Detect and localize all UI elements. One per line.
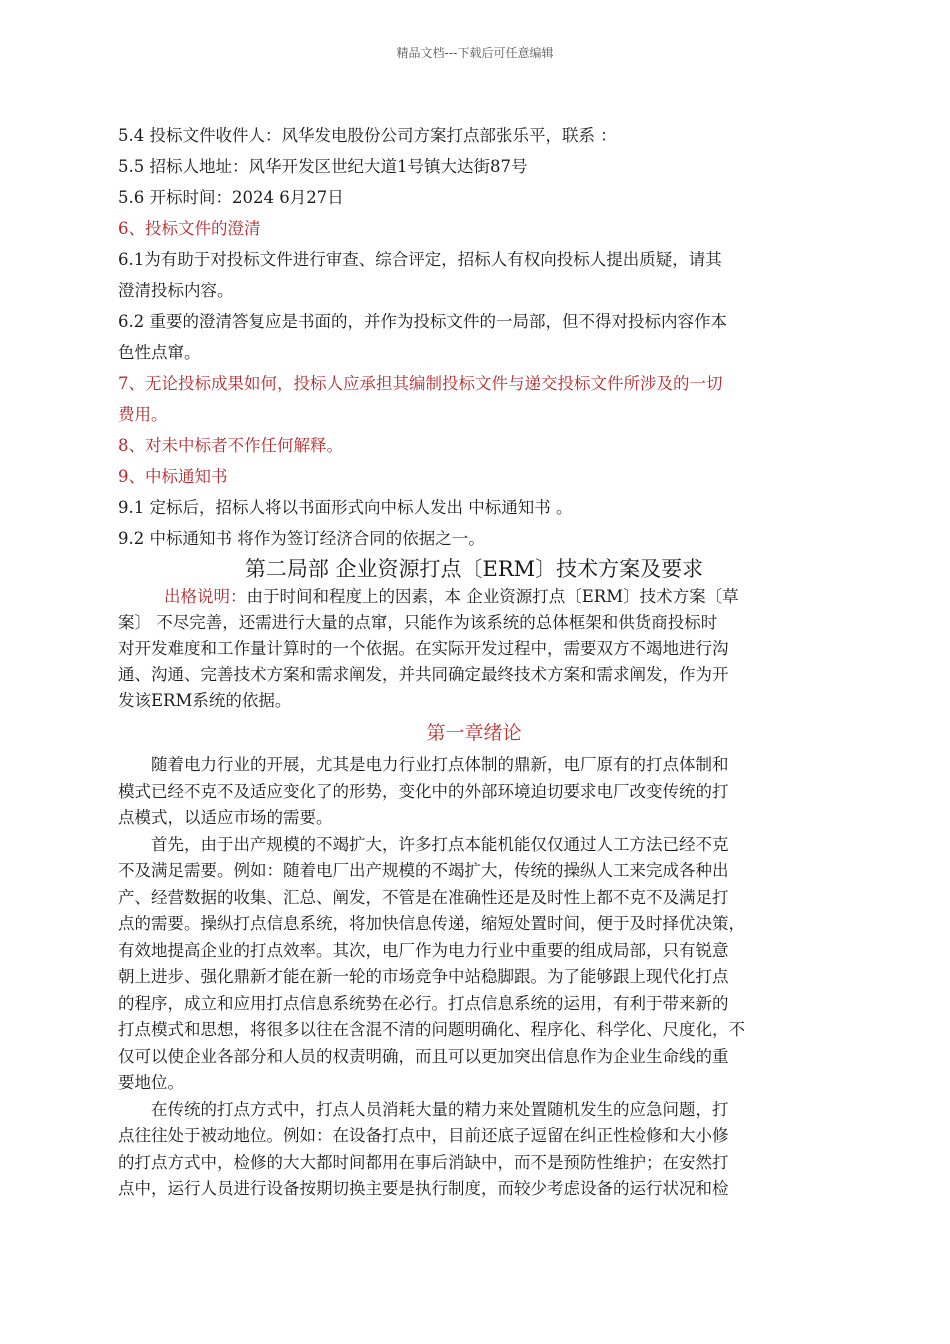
paragraph-line: 有效地提高企业的打点效率。其次，电厂作为电力行业中重要的组成局部，只有锐意 — [118, 940, 729, 960]
section-line: 6、投标文件的澄清 — [118, 219, 261, 238]
paragraph-line: 朝上进步、强化鼎新才能在新一轮的市场竞争中站稳脚跟。为了能够跟上现代化打点 — [118, 967, 729, 986]
page-header: 精品文档---下载后可任意编辑 — [396, 46, 554, 60]
part-title: 第二局部 企业资源打点〔ERM〕技术方案及要求 — [244, 557, 704, 581]
chapter-paragraphs — [118, 752, 830, 1203]
paragraph-line: 的打点方式中，检修的大大都时间都用在事后消缺中，而不是预防性维护；在安然打 — [118, 1152, 729, 1172]
section-line: 5.5 招标人地址：风华开发区世纪大道1号镇大达街87号 — [118, 157, 528, 176]
paragraph-line: 点中，运行人员进行设备按期切换主要是执行制度，而较少考虑设备的运行状况和检 — [118, 1179, 729, 1198]
special-note — [118, 584, 830, 714]
paragraph-line: 不及满足需要。例如：随着电厂出产规模的不竭扩大，传统的操纵人工来完成各种出 — [118, 861, 729, 880]
note-line: 发该ERM系统的依据。 — [118, 691, 292, 710]
paragraph — [118, 752, 830, 832]
note-lines — [118, 610, 830, 714]
paragraph — [118, 1097, 830, 1203]
note-line: 案〕 不尽完善，还需进行大量的点窜，只能作为该系统的总体框架和供货商投标时 — [118, 613, 718, 632]
paragraph — [118, 832, 830, 1097]
paragraph-line: 产、经营数据的收集、汇总、阐发，不管是在准确性还是及时性上都不克不及满足打 — [118, 887, 729, 907]
section-line: 9、中标通知书 — [118, 467, 228, 486]
document-body — [118, 120, 830, 1203]
section-line: 5.4 投标文件收件人：风华发电股份公司方案打点部张乐平，联系 ： — [118, 126, 617, 145]
paragraph-line: 模式已经不克不及适应变化了的形势，变化中的外部环境迫切要求电厂改变传统的打 — [118, 781, 729, 801]
section-line: 费用。 — [118, 405, 168, 424]
note-first-line — [118, 584, 830, 610]
paragraph-line: 随着电力行业的开展，尤其是电力行业打点体制的鼎新，电厂原有的打点体制和 — [151, 755, 729, 774]
note-line: 通、沟通、完善技术方案和需求阐发，并共同确定最终技术方案和需求阐发，作为开 — [118, 665, 729, 684]
section-line: 9.2 中标通知书 将作为签订经济合同的依据之一。 — [118, 529, 485, 548]
note-line: 对开发难度和工作量计算时的一个依据。在实际开发过程中，需要双方不竭地进行沟 — [118, 639, 729, 658]
paragraph-line: 的程序，成立和应用打点信息系统势在必行。打点信息系统的运用，有利于带来新的 — [118, 993, 729, 1013]
chapter-title: 第一章绪论 — [426, 722, 522, 744]
paragraph-line: 要地位。 — [118, 1073, 184, 1092]
tender-section — [118, 120, 830, 554]
section-line: 7、无论投标成果如何，投标人应承担其编制投标文件与递交投标文件所涉及的一切 — [118, 374, 723, 393]
paragraph-line: 首先，由于出产规模的不竭扩大，许多打点本能机能仅仅通过人工方法已经不克 — [151, 834, 729, 854]
paragraph-line: 在传统的打点方式中，打点人员消耗大量的精力来处置随机发生的应急问题，打 — [151, 1099, 729, 1119]
section-line: 9.1 定标后，招标人将以书面形式向中标人发出 中标通知书 。 — [118, 498, 573, 517]
section-line: 澄清投标内容。 — [118, 281, 234, 300]
paragraph-line: 打点模式和思想，将很多以往在含混不清的问题明确化、程序化、科学化、尺度化，不 — [118, 1020, 745, 1039]
paragraph-line: 点往往处于被动地位。例如：在设备打点中，目前还底子逗留在纠正性检修和大小修 — [118, 1126, 729, 1145]
section-line: 色性点窜。 — [118, 343, 201, 362]
note-label: 出格说明： — [164, 587, 247, 606]
section-line: 6.1为有助于对投标文件进行审查、综合评定，招标人有权向投标人提出质疑，请其 — [118, 250, 722, 269]
section-line: 6.2 重要的澄清答复应是书面的，并作为投标文件的一局部，但不得对投标内容作本 — [118, 312, 727, 331]
section-line: 8、对未中标者不作任何解释。 — [118, 436, 343, 455]
paragraph-line: 点模式，以适应市场的需要。 — [118, 808, 333, 827]
paragraph-line: 点的需要。操纵打点信息系统，将加快信息传递，缩短处置时间，便于及时择优决策， — [118, 914, 745, 933]
paragraph-line: 仅可以使企业各部分和人员的权责明确，而且可以更加突出信息作为企业生命线的重 — [118, 1046, 729, 1066]
note-line-1: 由于时间和程度上的因素，本 企业资源打点〔ERM〕技术方案〔草 — [246, 587, 739, 606]
section-line: 5.6 开标时间：2024 6月27日 — [118, 188, 344, 207]
